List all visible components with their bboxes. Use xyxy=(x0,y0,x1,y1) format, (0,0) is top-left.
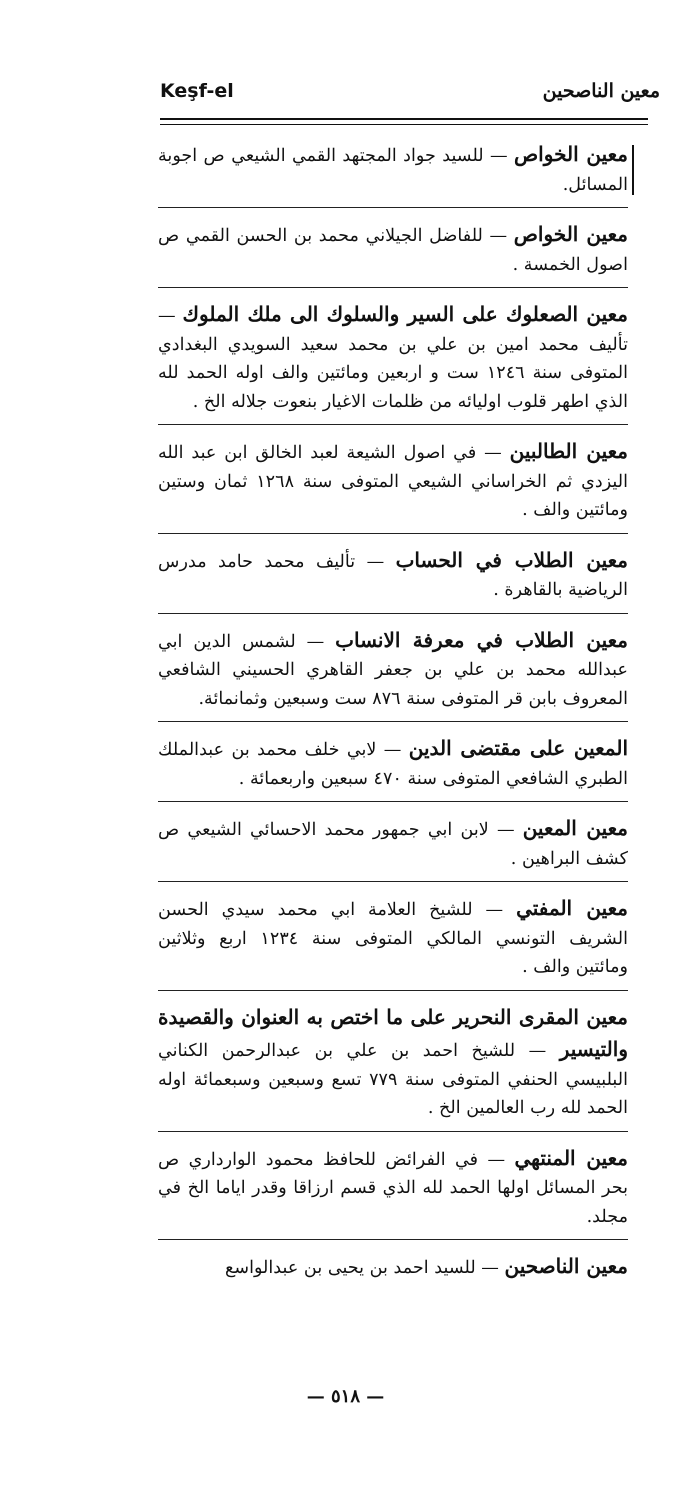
entry-text: — لابي خلف محمد بن عبدالملك الطبري الشافعي المتوفى سنة ٤٧٠ سبعين واربعمائة . xyxy=(158,740,628,789)
entries-list xyxy=(158,128,628,1291)
entry-text: — للشيخ احمد بن علي بن عبدالرحمن الكناني البلبيسي الحنفي المتوفى سنة ٧٧٩ تسع وسبعين وسبعمائة اوله الحمد لله رب العالمين الخ . xyxy=(158,1041,628,1118)
entry xyxy=(158,1240,628,1291)
entry-title: معين المعين xyxy=(522,816,628,840)
entry-title: معين الخواص xyxy=(513,222,628,246)
entry xyxy=(158,882,628,991)
header-rule-thin xyxy=(160,124,648,125)
entry-text: — في اصول الشيعة لعبد الخالق ابن عبد الله اليزدي ثم الخراساني الشيعي المتوفى سنة ١٢٦٨ ثمان وستين ومائتين والف . xyxy=(158,443,628,520)
entry xyxy=(158,208,628,288)
entry-text: — للسيد احمد بن يحيى بن عبدالواسع xyxy=(224,1258,505,1278)
entry xyxy=(158,614,628,723)
margin-bar xyxy=(632,145,634,195)
entry-text: — تأليف محمد امين بن علي بن محمد سعيد السويدي البغدادي المتوفى سنة ١٢٤٦ ست و اربعين ومائتين والف اوله الحمد لله الذي اطهر قلوب اوليائه من ظلمات الاغيار بنعوت جلاله الخ . xyxy=(158,306,628,412)
entry-title: معين الطلاب في معرفة الانساب xyxy=(335,627,628,652)
page-header xyxy=(160,70,660,110)
entry-text: — للفاضل الجيلاني محمد بن الحسن القمي ص اصول الخمسة . xyxy=(158,226,628,275)
entry-text: — لابن ابي جمهور محمد الاحسائي الشيعي ص كشف البراهين . xyxy=(158,820,628,869)
header-rule-thick xyxy=(160,118,648,120)
entry xyxy=(158,722,628,802)
page-number: — ٥١٨ — xyxy=(306,1386,385,1407)
entry-text: — لشمس الدين ابي عبدالله محمد بن علي بن جعفر القاهري الحسيني الشافعي المعروف بابن قر المتوفى سنة ٨٧٦ ست وسبعين وثمانمائة. xyxy=(158,631,628,709)
running-head-title: معين الناصحين xyxy=(542,80,660,102)
entry-title: معين الخواص xyxy=(514,142,628,166)
entry-title: معين الطالبين xyxy=(509,439,629,463)
entry xyxy=(158,128,628,208)
entry-title: معين المنتهي xyxy=(514,1145,628,1170)
entry-title: معين الطلاب في الحساب xyxy=(395,547,628,572)
entry-title: معين المقرى النحرير على ما اختص به العنوان والقصيدة والتيسير xyxy=(158,1004,628,1061)
entry-text: — في الفرائض للحافظ محمود الوارداري ص بحر المسائل اولها الحمد لله الذي قسم ارزاقا وقدر اياما الخ في مجلد. xyxy=(158,1149,628,1227)
entry xyxy=(158,802,628,882)
entry xyxy=(158,991,628,1132)
entry-text: — للسيد جواد المجتهد القمي الشيعي ص اجوبة المسائل. xyxy=(158,146,628,195)
entry xyxy=(158,288,628,425)
entry-title: معين الصعلوك على السير والسلوك الى ملك الملوك xyxy=(182,302,628,326)
entry xyxy=(158,534,628,614)
entry-text: — للشيخ العلامة ابي محمد سيدي الحسن الشريف التونسي المالكي المتوفى سنة ١٢٣٤ اربع وثلاثين ومائتين والف . xyxy=(158,900,628,977)
entry-text: — تأليف محمد حامد مدرس الرياضية بالقاهرة . xyxy=(158,551,628,600)
entry-title: معين المفتي xyxy=(516,896,629,920)
entry-title: معين الناصحين xyxy=(504,1254,628,1278)
entry xyxy=(158,425,628,534)
entry-title: المعين على مقتضى الدين xyxy=(408,736,629,760)
entry xyxy=(158,1132,628,1241)
running-head-book: Keşf-el xyxy=(160,80,234,102)
